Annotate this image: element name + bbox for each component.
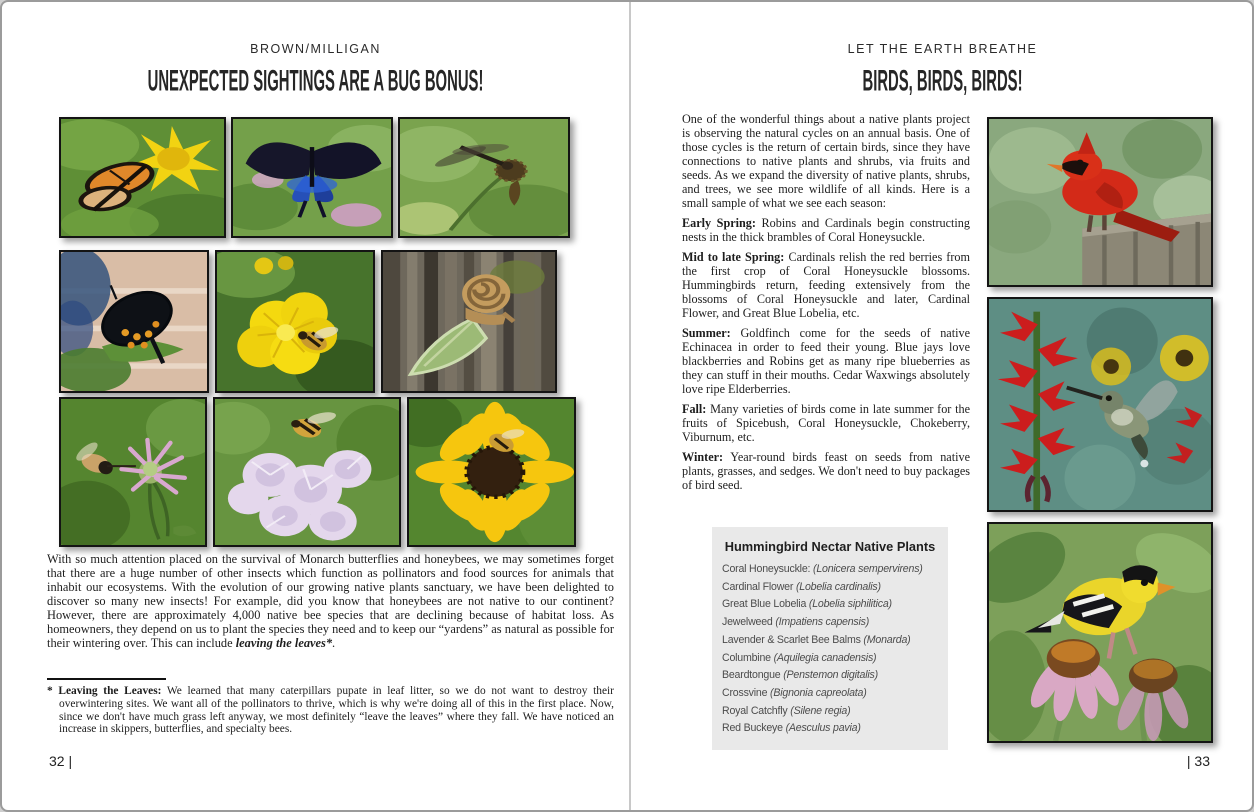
footnote-label: * Leaving the Leaves: <box>47 685 162 697</box>
plant-list-item: Crossvine (Bignonia capreolata) <box>722 686 867 699</box>
running-header-right: LET THE EARTH BREATHE <box>847 42 1038 56</box>
hummingbird-plants-box <box>712 527 948 750</box>
page-number-right: | 33 <box>1186 753 1210 769</box>
photo-grid-row-3 <box>59 397 576 547</box>
body-text-end: . <box>332 636 336 650</box>
season-paragraph-fall: Fall: Many varieties of birds come in late summer for the fruits of Spicebush, Coral Honeysuckle, Chokeberry, Viburnum, etc. <box>682 402 971 444</box>
season-paragraph-mid-spring: Mid to late Spring: Cardinals relish the red berries from the first crop of Coral Honeysuckle blossoms. Hummingbirds return, feeding extensively from the blossoms of Coral Honeysuckle and later, Cardinal Flower, and Great Blue Lobelia, etc. <box>682 250 970 320</box>
plant-list-item: Lavender & Scarlet Bee Balms (Monarda) <box>722 633 911 646</box>
plant-list-item: Coral Honeysuckle: (Lonicera sempervirens) <box>722 563 923 575</box>
photo-swallowtail-butterfly-image <box>231 117 393 238</box>
plant-list-item: Royal Catchfly (Silene regia) <box>722 704 851 717</box>
photo-goldfinch-image <box>987 522 1213 743</box>
intro-paragraph: One of the wonderful things about a native plants project is observing the natural cycles on an annual basis. One of those cycles is the return of certain birds, since they have connections to native plants and shrubs, via fruits and seeds. As we expand the diversity of native plants, shrubs, and trees, we see more wildlife of all kinds. Here is a small sample of what we see each season: <box>682 112 970 210</box>
plant-list-item: Cardinal Flower (Lobelia cardinalis) <box>722 580 881 593</box>
plants-box-title: Hummingbird Nectar Native Plants <box>724 539 936 554</box>
photo-grid-row-2 <box>59 250 576 393</box>
right-page-title: BIRDS, BIRDS, BIRDS! <box>862 64 1023 98</box>
plant-list-item: Columbine (Aquilegia canadensis) <box>722 651 877 664</box>
right-text-column <box>682 112 970 498</box>
photo-dragonfly-image <box>398 117 570 238</box>
page-number-left: 32 | <box>49 753 73 769</box>
footnote-divider <box>47 678 166 680</box>
photo-pipevine-swallowtail-image <box>59 250 209 393</box>
photo-snail-bark-image <box>381 250 557 393</box>
photo-grid-row-1 <box>59 117 576 238</box>
footnote <box>47 685 614 736</box>
running-header-left: BROWN/MILLIGAN <box>250 42 381 56</box>
season-paragraph-early-spring: Early Spring: Robins and Cardinals begin constructing nests in the thick brambles of Coral Honeysuckle. <box>682 216 970 244</box>
photo-grid <box>59 117 576 547</box>
photo-hummingbird-moth-image <box>59 397 207 547</box>
season-paragraph-summer: Summer: Goldfinch come for the seeds of native Echinacea in order to feed their young. Blue jays love blackberries and Robins get as many ripe blueberries as they can stuff in their mouths. Cedar Waxwings absolutely love ripe Elderberries. <box>682 326 970 396</box>
page-32 <box>2 2 629 810</box>
season-paragraph-winter: Winter: Year-round birds feast on seeds from native plants, grasses, and sedges. We don't need to buy packages of bird seed. <box>682 450 970 492</box>
photo-cardinal-image <box>987 117 1213 287</box>
body-text-main: With so much attention placed on the survival of Monarch butterflies and honeybees, we may sometimes forget that there are a huge number of other insects which function as pollinators and food sources for animals that inhabit our ecosystems. With the evolution of our growing native plants sanctuary, we have been delighted to discover so many new insects! For example, did you know that honeybees are not native to our continent? However, there are approximately 4,000 native bee species that are declining because of habitat loss. As homeowners, they depend on us to plant the species they need and to keep our “yardens” as natural as possible for their wintering over. This can include <box>47 552 614 650</box>
photo-monarch-butterfly-image <box>59 117 226 238</box>
plant-list-item: Beardtongue (Penstemon digitalis) <box>722 669 878 682</box>
right-photo-column <box>987 117 1213 753</box>
left-page-title: UNEXPECTED SIGHTINGS ARE A BUG BONUS! <box>147 64 484 98</box>
plant-list-item: Great Blue Lobelia (Lobelia siphilitica) <box>722 598 892 611</box>
page-33 <box>631 2 1254 810</box>
plant-list-item: Jewelweed (Impatiens capensis) <box>722 616 870 629</box>
body-text-emphasis: leaving the leaves* <box>235 636 333 650</box>
photo-hummingbird-image <box>987 297 1213 512</box>
photo-bee-yellow-flower-image <box>215 250 375 393</box>
photo-bee-mistflower-image <box>213 397 401 547</box>
photo-black-eyed-susan-image <box>407 397 576 547</box>
footnote-text: We learned that many caterpillars pupate in leaf litter, so we do not want to destroy their overwintering sites. We want all of the pollinators to thrive, which is why we're doing all of this in the first place. Now, since we don't have much grass left anyway, we most definitely “leave the leaves” where they fall. We have noticed an increase in skippers, butterflies, and specialty bees. <box>59 685 614 736</box>
left-body-paragraph <box>47 552 614 650</box>
plant-list-item: Red Buckeye (Aesculus pavia) <box>722 722 861 735</box>
